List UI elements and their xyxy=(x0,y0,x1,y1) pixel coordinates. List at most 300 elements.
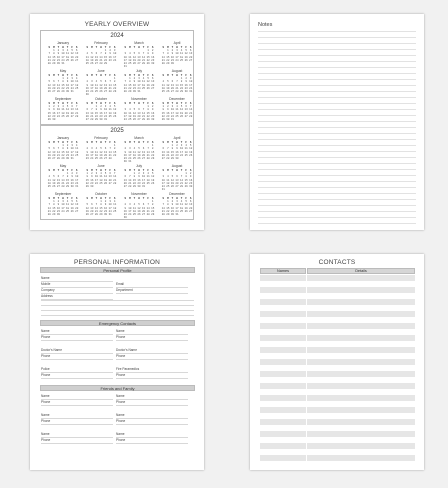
day-number: 4 xyxy=(180,200,183,204)
note-line[interactable] xyxy=(258,199,416,200)
field-label: Phone xyxy=(116,419,126,423)
month-name: March xyxy=(134,136,144,140)
weekday-header: S xyxy=(162,102,165,105)
day-number: 10 xyxy=(70,147,74,151)
day-number: 22 xyxy=(132,181,136,185)
day-number: 21 xyxy=(189,111,193,115)
day-number: 16 xyxy=(137,178,141,182)
note-line[interactable] xyxy=(258,115,416,116)
day-number: 31 xyxy=(70,90,74,94)
day-number: 1 xyxy=(113,77,116,81)
field-input-line[interactable] xyxy=(116,340,188,341)
day-number: 22 xyxy=(61,153,65,157)
day-number: 26 xyxy=(132,118,136,122)
day-number: 20 xyxy=(70,111,74,115)
weekday-header: T xyxy=(171,74,174,77)
note-line[interactable] xyxy=(258,163,416,164)
day-number: 4 xyxy=(129,108,131,112)
note-line[interactable] xyxy=(258,37,416,38)
day-number: 29 xyxy=(61,157,65,161)
day-number: 7 xyxy=(48,203,51,207)
day-number: 26 xyxy=(137,213,141,217)
weekday-header: T xyxy=(95,102,98,105)
weekday-header: T xyxy=(104,169,107,172)
field-input-line[interactable] xyxy=(41,405,113,406)
day-number: 20 xyxy=(151,83,155,87)
weekday-header: T xyxy=(95,197,98,200)
month-calendar xyxy=(123,192,155,219)
day-number: 22 xyxy=(128,86,132,90)
day-number: 24 xyxy=(128,157,132,161)
day-number: 28 xyxy=(161,213,165,217)
day-number: 11 xyxy=(184,147,188,151)
day-number: 22 xyxy=(52,209,56,213)
weekday-header: F xyxy=(109,74,111,77)
day-number: 3 xyxy=(91,80,93,84)
day-number: 15 xyxy=(113,83,117,87)
day-number: 30 xyxy=(170,213,174,217)
weekday-header: S xyxy=(151,169,154,172)
day-number: 12 xyxy=(70,52,74,56)
day-number: 23 xyxy=(170,58,174,62)
note-line[interactable] xyxy=(258,43,416,44)
day-number: 24 xyxy=(75,181,79,185)
day-number: 24 xyxy=(137,86,141,90)
weekday-header: S xyxy=(189,197,192,200)
note-line[interactable] xyxy=(258,73,416,74)
day-number: 8 xyxy=(62,147,64,151)
weekday-header: W xyxy=(62,141,64,144)
field-input-line[interactable] xyxy=(116,424,188,425)
day-number: 27 xyxy=(94,62,98,66)
day-number: 29 xyxy=(146,62,150,66)
weekday-header: T xyxy=(104,74,107,77)
weekday-header: M xyxy=(129,102,131,105)
day-number: 11 xyxy=(132,150,136,154)
weekday-header: W xyxy=(176,141,178,144)
day-number: 23 xyxy=(184,86,188,90)
day-number: 4 xyxy=(100,172,102,176)
day-number: 14 xyxy=(142,111,146,115)
note-line[interactable] xyxy=(258,67,416,68)
field-label: Name xyxy=(116,413,125,417)
day-number: 18 xyxy=(61,111,65,115)
day-number: 17 xyxy=(56,111,60,115)
day-number: 24 xyxy=(175,209,179,213)
day-grid xyxy=(161,169,193,191)
note-line[interactable] xyxy=(258,91,416,92)
field-input-line[interactable] xyxy=(41,437,113,438)
day-number: 24 xyxy=(56,114,60,118)
day-number: 15 xyxy=(52,206,56,210)
field-input-line[interactable] xyxy=(41,424,113,425)
weekday-header: W xyxy=(62,197,64,200)
day-number: 2 xyxy=(57,200,60,204)
day-number: 30 xyxy=(132,90,136,94)
note-line[interactable] xyxy=(258,175,416,176)
day-number: 21 xyxy=(108,86,112,90)
day-number: 30 xyxy=(184,90,188,94)
day-number: 13 xyxy=(75,52,79,56)
day-number: 5 xyxy=(180,105,183,109)
day-number: 1 xyxy=(100,200,102,204)
day-number: 15 xyxy=(66,178,70,182)
day-number: 29 xyxy=(166,213,170,217)
day-number: 12 xyxy=(85,206,89,210)
day-number: 5 xyxy=(53,175,55,179)
field-input-line[interactable] xyxy=(41,340,113,341)
day-number: 1 xyxy=(66,172,69,176)
weekday-header: W xyxy=(62,46,64,49)
day-number: 6 xyxy=(185,105,187,109)
day-number: 23 xyxy=(104,209,108,213)
day-number: 11 xyxy=(85,55,89,59)
day-number: 26 xyxy=(66,114,70,118)
weekday-header: M xyxy=(53,141,55,144)
field-label: Name xyxy=(116,432,125,436)
day-number: 10 xyxy=(75,175,79,179)
field-input-line[interactable] xyxy=(116,378,188,379)
day-number: 3 xyxy=(109,200,111,204)
day-number: 11 xyxy=(94,150,98,154)
day-number: 21 xyxy=(146,209,150,213)
month-calendar xyxy=(85,97,117,121)
note-line[interactable] xyxy=(258,85,416,86)
day-number: 26 xyxy=(184,58,188,62)
day-number: 1 xyxy=(53,200,55,204)
weekday-header: M xyxy=(53,197,55,200)
weekday-header: S xyxy=(124,141,127,144)
day-number: 30 xyxy=(99,118,103,122)
weekday-header: M xyxy=(91,169,93,172)
weekday-header: T xyxy=(133,74,136,77)
note-line[interactable] xyxy=(258,217,416,218)
day-number: 1 xyxy=(133,172,136,176)
day-number: 13 xyxy=(137,55,141,59)
day-number: 3 xyxy=(95,172,98,176)
day-number: 26 xyxy=(137,157,141,161)
day-number: 5 xyxy=(189,144,192,148)
day-number: 4 xyxy=(129,52,131,56)
field-input-line[interactable] xyxy=(116,372,188,373)
day-number: 10 xyxy=(189,80,193,84)
day-number: 14 xyxy=(166,150,170,154)
field-input-line[interactable] xyxy=(116,353,188,354)
emergency-contacts-header: Emergency Contacts xyxy=(40,320,195,326)
field-input-line[interactable] xyxy=(41,334,113,335)
field-input-line[interactable] xyxy=(116,418,188,419)
day-number: 6 xyxy=(95,52,98,56)
note-line[interactable] xyxy=(258,157,416,158)
weekday-header: S xyxy=(86,197,89,200)
day-number: 11 xyxy=(47,178,51,182)
day-number: 17 xyxy=(104,111,108,115)
day-number: 29 xyxy=(99,213,103,217)
day-number: 18 xyxy=(161,86,165,90)
day-number: 14 xyxy=(61,178,65,182)
day-number: 27 xyxy=(161,157,165,161)
note-line[interactable] xyxy=(258,61,416,62)
day-number: 12 xyxy=(151,175,155,179)
day-number: 19 xyxy=(99,86,103,90)
note-line[interactable] xyxy=(258,103,416,104)
address-line[interactable] xyxy=(41,310,194,311)
day-number: 2 xyxy=(133,77,136,81)
day-number: 14 xyxy=(128,178,132,182)
field-input-line[interactable] xyxy=(41,359,113,360)
weekday-header: M xyxy=(91,74,93,77)
day-number: 8 xyxy=(185,175,187,179)
note-line[interactable] xyxy=(258,211,416,212)
note-line[interactable] xyxy=(258,55,416,56)
day-number: 7 xyxy=(124,80,127,84)
day-number: 23 xyxy=(85,90,89,94)
day-number: 5 xyxy=(185,200,187,204)
day-number: 6 xyxy=(57,175,60,179)
note-line[interactable] xyxy=(258,31,416,32)
day-number: 10 xyxy=(56,108,60,112)
field-input-line[interactable] xyxy=(41,418,113,419)
contact-row[interactable] xyxy=(260,455,415,461)
day-number: 30 xyxy=(52,118,56,122)
day-number: 28 xyxy=(99,62,103,66)
day-number: 16 xyxy=(189,178,193,182)
weekday-header: S xyxy=(162,74,165,77)
day-number: 17 xyxy=(142,178,146,182)
day-number: 19 xyxy=(189,150,193,154)
day-number: 17 xyxy=(128,209,132,213)
contact-details-cell[interactable] xyxy=(307,455,415,461)
field-label: Phone xyxy=(116,335,126,339)
note-line[interactable] xyxy=(258,49,416,50)
weekday-header: F xyxy=(109,169,111,172)
day-number: 9 xyxy=(57,203,60,207)
day-grid xyxy=(161,102,193,121)
month-calendar xyxy=(161,41,193,65)
month-name: May xyxy=(59,164,67,168)
day-number: 19 xyxy=(66,111,70,115)
month-name: September xyxy=(54,97,72,101)
day-number: 14 xyxy=(113,175,117,179)
day-grid xyxy=(123,169,155,188)
day-number: 3 xyxy=(129,147,131,151)
day-number: 29 xyxy=(184,185,188,189)
weekday-header: T xyxy=(133,102,136,105)
day-number: 18 xyxy=(142,83,146,87)
day-number: 21 xyxy=(142,58,146,62)
weekday-header: M xyxy=(167,169,169,172)
day-number: 25 xyxy=(85,62,89,66)
weekday-header: T xyxy=(57,197,60,200)
day-number: 27 xyxy=(189,58,193,62)
note-line[interactable] xyxy=(258,139,416,140)
day-number: 24 xyxy=(108,209,112,213)
field-input-line[interactable] xyxy=(116,334,188,335)
month-calendar xyxy=(47,41,79,65)
day-number: 29 xyxy=(170,157,174,161)
note-line[interactable] xyxy=(258,193,416,194)
day-number: 17 xyxy=(128,153,132,157)
day-number: 8 xyxy=(95,108,98,112)
field-input-line[interactable] xyxy=(41,281,113,282)
day-grid xyxy=(47,197,79,216)
day-number: 28 xyxy=(75,114,79,118)
day-number: 9 xyxy=(124,150,127,154)
day-number: 6 xyxy=(109,172,111,176)
field-input-line[interactable] xyxy=(116,293,188,294)
day-number: 8 xyxy=(147,52,149,56)
field-input-line[interactable] xyxy=(116,443,188,444)
contacts-page xyxy=(250,254,424,470)
day-number: 5 xyxy=(151,172,154,176)
day-grid xyxy=(123,46,155,68)
day-number: 15 xyxy=(52,55,56,59)
day-number: 15 xyxy=(132,178,136,182)
notes-page xyxy=(250,14,424,230)
note-line[interactable] xyxy=(258,121,416,122)
day-number: 12 xyxy=(47,150,51,154)
day-number: 3 xyxy=(176,49,178,53)
day-number: 8 xyxy=(151,203,154,207)
field-input-line[interactable] xyxy=(41,353,113,354)
field-label: Phone xyxy=(41,354,51,358)
weekday-header: S xyxy=(189,74,192,77)
day-number: 2 xyxy=(189,172,192,176)
month-calendar xyxy=(47,69,79,93)
day-number: 30 xyxy=(137,185,141,189)
day-number: 13 xyxy=(137,111,141,115)
field-label: Mobile xyxy=(41,282,51,286)
field-input-line[interactable] xyxy=(116,359,188,360)
day-number: 5 xyxy=(104,172,107,176)
note-line[interactable] xyxy=(258,79,416,80)
day-number: 19 xyxy=(137,153,141,157)
weekday-header: F xyxy=(185,102,187,105)
weekday-header: W xyxy=(100,141,102,144)
weekday-header: F xyxy=(71,46,73,49)
day-number: 28 xyxy=(166,157,170,161)
weekday-header: M xyxy=(53,102,55,105)
day-number: 7 xyxy=(113,172,116,176)
address-line[interactable] xyxy=(41,315,194,316)
day-number: 14 xyxy=(56,83,60,87)
note-line[interactable] xyxy=(258,205,416,206)
note-line[interactable] xyxy=(258,151,416,152)
day-number: 23 xyxy=(56,209,60,213)
day-number: 10 xyxy=(175,203,179,207)
field-input-line[interactable] xyxy=(41,372,113,373)
day-number: 27 xyxy=(104,90,108,94)
note-line[interactable] xyxy=(258,181,416,182)
field-input-line[interactable] xyxy=(116,437,188,438)
day-number: 31 xyxy=(75,185,79,189)
weekday-header: T xyxy=(66,197,69,200)
day-number: 20 xyxy=(104,86,108,90)
note-line[interactable] xyxy=(258,133,416,134)
weekday-header: T xyxy=(57,141,60,144)
month-name: October xyxy=(94,97,108,101)
day-number: 25 xyxy=(47,185,51,189)
day-number: 20 xyxy=(75,206,79,210)
day-number: 8 xyxy=(62,80,64,84)
note-line[interactable] xyxy=(258,97,416,98)
note-line[interactable] xyxy=(258,187,416,188)
day-number: 18 xyxy=(75,83,79,87)
day-number: 11 xyxy=(113,203,117,207)
year-block-2024 xyxy=(40,30,194,125)
address-line[interactable] xyxy=(41,305,194,306)
field-input-line[interactable] xyxy=(41,399,113,400)
day-number: 5 xyxy=(48,80,51,84)
day-grid xyxy=(161,74,193,93)
day-number: 19 xyxy=(132,58,136,62)
day-number: 10 xyxy=(128,206,132,210)
day-number: 21 xyxy=(146,153,150,157)
contact-name-cell[interactable] xyxy=(260,455,306,461)
weekday-header: S xyxy=(113,74,116,77)
weekday-header: F xyxy=(147,141,149,144)
weekday-header: W xyxy=(176,169,178,172)
day-number: 18 xyxy=(85,58,89,62)
day-number: 29 xyxy=(151,157,155,161)
weekday-header: S xyxy=(48,102,51,105)
day-number: 14 xyxy=(142,55,146,59)
note-line[interactable] xyxy=(258,223,416,224)
weekday-header: F xyxy=(185,74,187,77)
address-line[interactable] xyxy=(41,300,194,301)
day-number: 28 xyxy=(146,157,150,161)
field-input-line[interactable] xyxy=(41,443,113,444)
day-number: 2 xyxy=(66,144,69,148)
day-number: 13 xyxy=(70,108,74,112)
day-number: 15 xyxy=(61,150,65,154)
day-number: 20 xyxy=(142,153,146,157)
day-number: 8 xyxy=(48,108,51,112)
day-number: 6 xyxy=(138,52,140,56)
day-grid xyxy=(161,46,193,65)
day-number: 28 xyxy=(47,213,51,217)
weekday-header: W xyxy=(138,141,140,144)
day-number: 17 xyxy=(61,206,65,210)
weekday-header: M xyxy=(167,197,169,200)
day-number: 24 xyxy=(70,153,74,157)
note-line[interactable] xyxy=(258,169,416,170)
weekday-header: S xyxy=(124,46,127,49)
day-number: 13 xyxy=(189,203,193,207)
field-input-line[interactable] xyxy=(41,378,113,379)
day-number: 31 xyxy=(128,160,132,164)
note-line[interactable] xyxy=(258,145,416,146)
details-column-header: Details xyxy=(307,268,415,274)
weekday-header: T xyxy=(104,46,107,49)
day-grid xyxy=(47,169,79,188)
day-number: 26 xyxy=(170,185,174,189)
field-input-line[interactable] xyxy=(116,399,188,400)
month-name: April xyxy=(173,136,181,140)
day-number: 18 xyxy=(180,206,184,210)
day-number: 31 xyxy=(170,118,174,122)
weekday-header: M xyxy=(91,141,93,144)
day-number: 24 xyxy=(90,157,94,161)
day-number: 16 xyxy=(132,83,136,87)
note-line[interactable] xyxy=(258,127,416,128)
day-number: 12 xyxy=(70,203,74,207)
day-number: 15 xyxy=(47,111,51,115)
day-number: 27 xyxy=(56,185,60,189)
day-number: 6 xyxy=(138,108,140,112)
field-input-line[interactable] xyxy=(116,405,188,406)
note-line[interactable] xyxy=(258,109,416,110)
